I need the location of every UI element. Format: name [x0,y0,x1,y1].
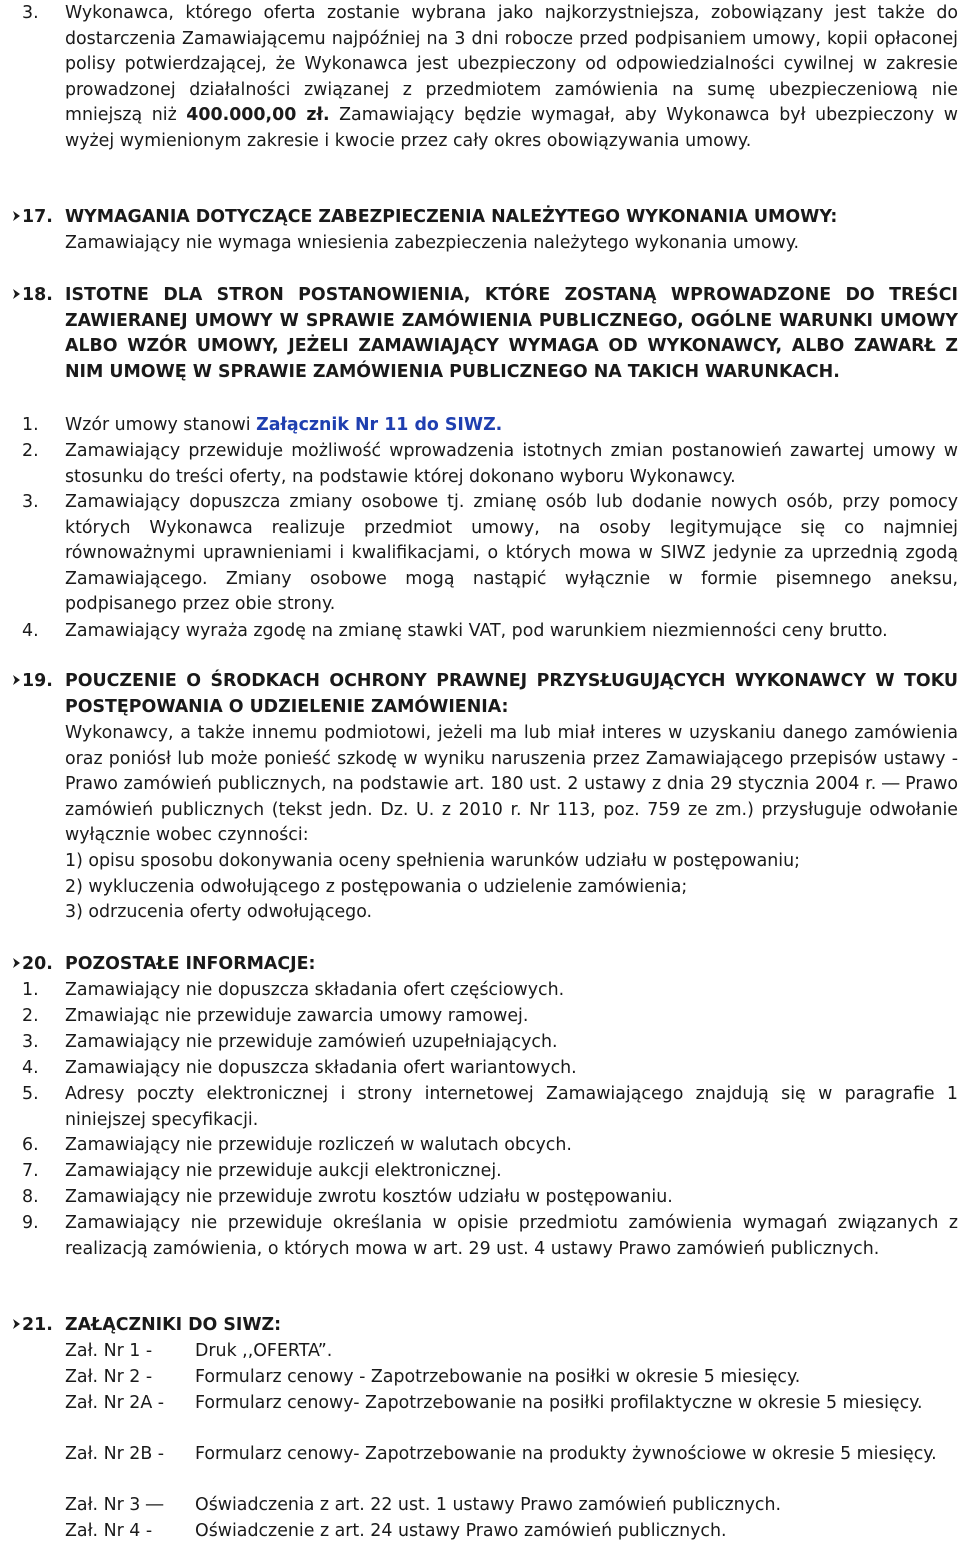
item-number: 6. [22,1135,39,1155]
item-number: 3. [22,492,39,512]
item-number: 4. [22,621,39,641]
attachment-label: Zał. Nr 3 ― [65,1495,164,1515]
attachment-label: Zał. Nr 2B - [65,1444,165,1464]
text: Zamawiający będzie wymagał, aby Wykonawca był ubezpieczony w wyżej wymienionym zakresie i kwocie przez cały okres obowiązywania umowy. [65,105,958,151]
section-title: ZAŁĄCZNIKI DO SIWZ: [65,1315,282,1335]
item-number: 1. [22,415,39,435]
attachment-description: Formularz cenowy- Zapotrzebowanie na posiłki profilaktyczne w okresie 5 miesięcy. [195,1393,923,1413]
list-item: Zamawiający nie przewiduje zwrotu kosztów udziału w postępowaniu. [65,1187,673,1207]
section-number: 19. [12,669,53,695]
amount: 400.000,00 zł. [186,105,330,126]
section-title: POUCZENIE O ŚRODKACH OCHRONY PRAWNEJ PRZYSŁUGUJĄCYCH WYKONAWCY W TOKU POSTĘPOWANIA O UDZIELENIE ZAMÓWIENIA: [65,671,958,717]
attachment-description: Oświadczenie z art. 24 ustawy Prawo zamówień publicznych. [195,1521,727,1541]
section-title: WYMAGANIA DOTYCZĄCE ZABEZPIECZENIA NALEŻYTEGO WYKONANIA UMOWY: [65,207,838,227]
item-number: 5. [22,1084,39,1104]
attachment-label: Zał. Nr 1 - [65,1341,153,1361]
paragraph: Zamawiający wyraża zgodę na zmianę stawki VAT, pod warunkiem niezmienności ceny brutto. [65,621,888,641]
list-item: Zamawiający nie przewiduje zamówień uzupełniających. [65,1032,558,1052]
attachment-label: Zał. Nr 2 - [65,1367,153,1387]
paragraph: Zamawiający przewiduje możliwość wprowadzenia istotnych zmian postanowień zawartej umowy w stosunku do treści oferty, na podstawie której dokonano wyboru Wykonawcy. [65,441,958,487]
list-item: Zmawiając nie przewiduje zawarcia umowy ramowej. [65,1006,529,1026]
item-number: 8. [22,1187,39,1207]
bullet-arrow-icon [12,283,22,309]
item-number: 2. [22,441,39,461]
attachment-description: Oświadczenia z art. 22 ust. 1 ustawy Prawo zamówień publicznych. [195,1495,781,1515]
section-number: 17. [12,205,53,231]
bullet-arrow-icon [12,952,22,978]
item-number: 9. [22,1213,39,1233]
list-item: Adresy poczty elektronicznej i strony internetowej Zamawiającego znajdują się w paragrafie 1 niniejszej specyfikacji. [65,1084,958,1130]
bullet-arrow-icon [12,669,22,695]
paragraph: Zamawiający nie wymaga wniesienia zabezpieczenia należytego wykonania umowy. [65,233,800,253]
list-item: Zamawiający nie dopuszcza składania ofert wariantowych. [65,1058,577,1078]
paragraph: Wykonawcy, a także innemu podmiotowi, jeżeli ma lub miał interes w uzyskaniu danego zamówienia oraz poniósł lub może ponieść szkodę w wyniku naruszenia przez Zamawiającego przepisów ustawy - Prawo zamówień publicznych, na podstawie art. 180 ust. 2 ustawy z dnia 29 stycznia 2004 r. ― Prawo zamówień publicznych (tekst jedn. Dz. U. z 2010 r. Nr 113, poz. 759 ze zm.) przysługuje odwołanie wyłącznie wobec czynności: [65,723,958,846]
section-title: POZOSTAŁE INFORMACJE: [65,954,316,974]
item-number: 3. [22,3,39,23]
list-item: Zamawiający nie przewiduje aukcji elektronicznej. [65,1161,502,1181]
list-item: Zamawiający nie przewiduje określania w opisie przedmiotu zamówienia wymagań związanych z realizacją zamówienia, o których mowa w art. 29 ust. 4 ustawy Prawo zamówień publicznych. [65,1213,958,1259]
paragraph: Wzór umowy stanowi Załącznik Nr 11 do SIWZ. [65,415,503,435]
item-number: 1. [22,980,39,1000]
attachment-label: Zał. Nr 2A - [65,1393,165,1413]
text: Wykonawca, którego oferta zostanie wybrana jako najkorzystniejsza, zobowiązany jest także do dostarczenia Zamawiającemu najpóźniej na 3 dni robocze przed podpisaniem umowy, kopii opłaconej polisy potwierdzającej, że Wykonawca jest ubezpieczony od odpowiedzialności cywilnej w zakresie prowadzonej działalności związanej z przedmiotem zamówienia na sumę ubezpieczeniową nie mniejszą niż [65,3,958,126]
bullet-arrow-icon [12,205,22,231]
item-number: 2. [22,1006,39,1026]
list-item: Zamawiający nie dopuszcza składania ofert częściowych. [65,980,565,1000]
attachment-description: Formularz cenowy - Zapotrzebowanie na posiłki w okresie 5 miesięcy. [195,1367,801,1387]
list-item: 1) opisu sposobu dokonywania oceny spełnienia warunków udziału w postępowaniu; [65,851,800,871]
attachment-label: Zał. Nr 4 - [65,1521,153,1541]
item-number: 7. [22,1161,39,1181]
attachment-reference: Załącznik Nr 11 do SIWZ. [256,415,503,435]
section-number: 21. [12,1313,53,1339]
attachment-description: Druk ,,OFERTA”. [195,1341,333,1361]
section-number: 20. [12,952,53,978]
item-number: 3. [22,1032,39,1052]
bullet-arrow-icon [12,1313,22,1339]
attachment-description: Formularz cenowy- Zapotrzebowanie na produkty żywnościowe w okresie 5 miesięcy. [195,1444,937,1464]
list-item: 2) wykluczenia odwołującego z postępowania o udzielenie zamówienia; [65,877,688,897]
paragraph: Zamawiający dopuszcza zmiany osobowe tj. zmianę osób lub dodanie nowych osób, przy pomocy których Wykonawca realizuje przedmiot umowy, na osoby legitymujące się co najmniej równoważnymi uprawnieniami i kwalifikacjami, o których mowa w SIWZ jedynie za uprzednią zgodą Zamawiającego. Zmiany osobowe mogą nastąpić wyłącznie w formie pisemnego aneksu, podpisanego przez obie strony. [65,492,958,615]
section-number: 18. [12,283,53,309]
list-item: Zamawiający nie przewiduje rozliczeń w walutach obcych. [65,1135,572,1155]
item-number: 4. [22,1058,39,1078]
section-title: ISTOTNE DLA STRON POSTANOWIENIA, KTÓRE ZOSTANĄ WPROWADZONE DO TREŚCI ZAWIERANEJ UMOWY W SPRAWIE ZAMÓWIENIA PUBLICZNEGO, OGÓLNE WARUNKI UMOWY ALBO WZÓR UMOWY, JEŻELI ZAMAWIAJĄCY WYMAGA OD WYKONAWCY, ALBO ZAWARŁ Z NIM UMOWĘ W SPRAWIE ZAMÓWIENIA PUBLICZNEGO NA TAKICH WARUNKACH. [65,285,958,382]
paragraph [65,1,958,155]
list-item: 3) odrzucenia oferty odwołującego. [65,902,373,922]
